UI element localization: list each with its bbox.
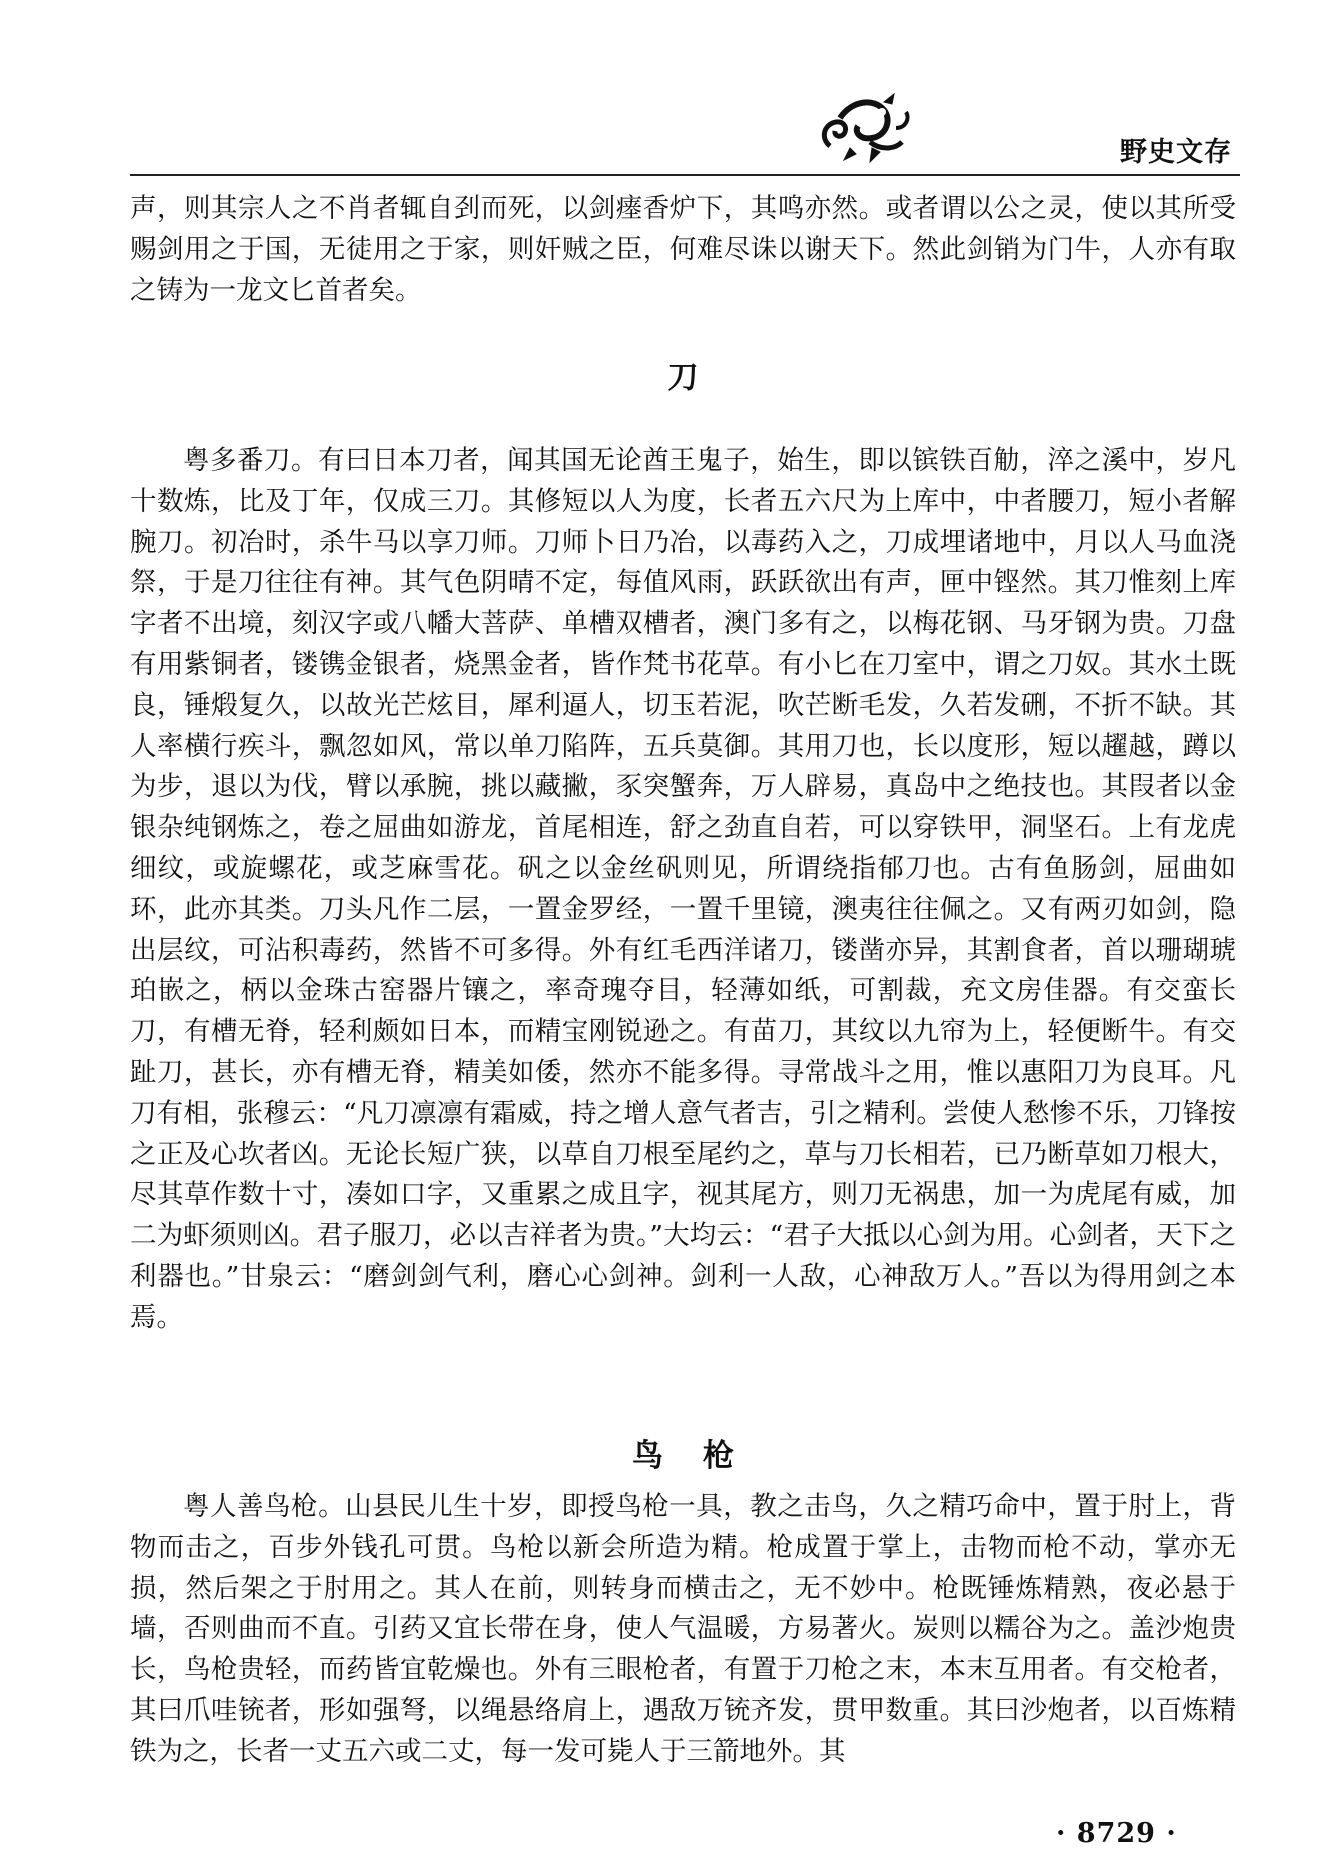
header-rule xyxy=(130,174,1240,176)
dao-paragraph: 粤多番刀。有曰日本刀者，闻其国无论酋王鬼子，始生，即以镔铁百觔，淬之溪中，岁凡十数炼，比及丁年，仅成三刀。其修短以人为度，长者五六尺为上库中，中者腰刀，短小者解腕刀。初冶时，杀牛马以享刀师。刀师卜日乃冶，以毒药入之，刀成埋诸地中，月以人马血浇祭，于是刀往往有神。其气色阴晴不定，每值风雨，跃跃欲出有声，匣中铿然。其刀惟刻上库字者不出境，刻汉字或八幡大菩萨、单槽双槽者，澳门多有之，以梅花钢、马牙钢为贵。刀盘有用紫铜者，镂镌金银者，烧黑金者，皆作梵书花草。有小匕在刀室中，谓之刀奴。其水土既良，锤煅复久，以故光芒炫目，犀利逼人，切玉若泥，吹芒断毛发，久若发硎，不折不缺。其人率横行疾斗，飘忽如风，常以单刀陷阵，五兵莫御。其用刀也，长以度形，短以趯越，蹲以为步，退以为伐，臂以承腕，挑以藏撇，豕突蟹奔，万人辟易，真岛中之绝技也。其叚者以金银杂纯钢炼之，卷之屈曲如游龙，首尾相连，舒之劲直自若，可以穿铁甲，洞坚石。上有龙虎细纹，或旋螺花，或芝麻雪花。矾之以金丝矾则见，所谓绕指郁刀也。古有鱼肠剑，屈曲如环，此亦其类。刀头凡作二层，一置金罗经，一置千里镜，澳夷往往佩之。又有两刃如剑，隐出层纹，可沾积毒药，然皆不可多得。外有红毛西洋诸刀，镂凿亦异，其割食者，首以珊瑚琥珀嵌之，柄以金珠古窑器片镶之，率奇瑰夺目，轻薄如纸，可割裁，充文房佳器。有交蛮长刀，有槽无脊，轻利颇如日本，而精宝刚锐逊之。有苗刀，其纹以九帘为上，轻便断牛。有交趾刀，甚长，亦有槽无脊，精美如倭，然亦不能多得。寻常战斗之用，惟以惠阳刀为良耳。凡刀有相，张穆云：“凡刀凛凛有霜威，持之增人意气者吉，引之精利。尝使人愁惨不乐，刀锋按之正及心坎者凶。无论长短广狭，以草自刀根至尾约之，草与刀长相若，已乃断草如刀根大，尽其草作数十寸，凑如口字，又重累之成且字，视其尾方，则刀无祸患，加一为虎尾有威，加二为虾须则凶。君子服刀，必以吉祥者为贵。”大均云：“君子大抵以心剑为用。心剑者，天下之利器也。”甘泉云：“磨剑剑气利，磨心心剑神。剑利一人敌，心神敌万人。”吾以为得用剑之本焉。 xyxy=(130,445,1236,1333)
dragon-emblem-icon xyxy=(810,88,920,168)
series-title: 野史文存 xyxy=(1120,137,1232,168)
page-header xyxy=(130,88,1240,176)
page-number: · 8729 · xyxy=(1056,1818,1177,1849)
section-title-dao: 刀 xyxy=(667,360,699,396)
intro-paragraph: 声，则其宗人之不肖者辄自刭而死，以剑瘗香炉下，其鸣亦然。或者谓以公之灵，使以其所受赐剑用之于国，无徒用之于家，则奸贼之臣，何难尽诛以谢天下。然此剑销为门牛，人亦有取之铸为一龙文匕首者矣。 xyxy=(130,193,1236,306)
section-title-niaoqiang: 鸟枪 xyxy=(632,1438,774,1474)
niaoqiang-paragraph: 粤人善鸟枪。山县民儿生十岁，即授鸟枪一具，教之击鸟，久之精巧命中，置于肘上，背物而击之，百步外钱孔可贯。鸟枪以新会所造为精。枪成置于掌上，击物而枪不动，掌亦无损，然后架之于肘用之。其人在前，则转身而横击之，无不妙中。枪既锤炼精熟，夜必悬于墙，否则曲而不直。引药又宜长带在身，使人气温暖，方易著火。炭则以糯谷为之。盖沙炮贵长，鸟枪贵轻，而药皆宜乾燥也。外有三眼枪者，有置于刀枪之末，本末互用者。有交枪者，其曰爪哇铳者，形如强弩，以绳悬络肩上，遇敌万铳齐发，贯甲数重。其曰沙炮者，以百炼精铁为之，长者一丈五六或二丈，每一发可毙人于三箭地外。其 xyxy=(130,1491,1236,1767)
